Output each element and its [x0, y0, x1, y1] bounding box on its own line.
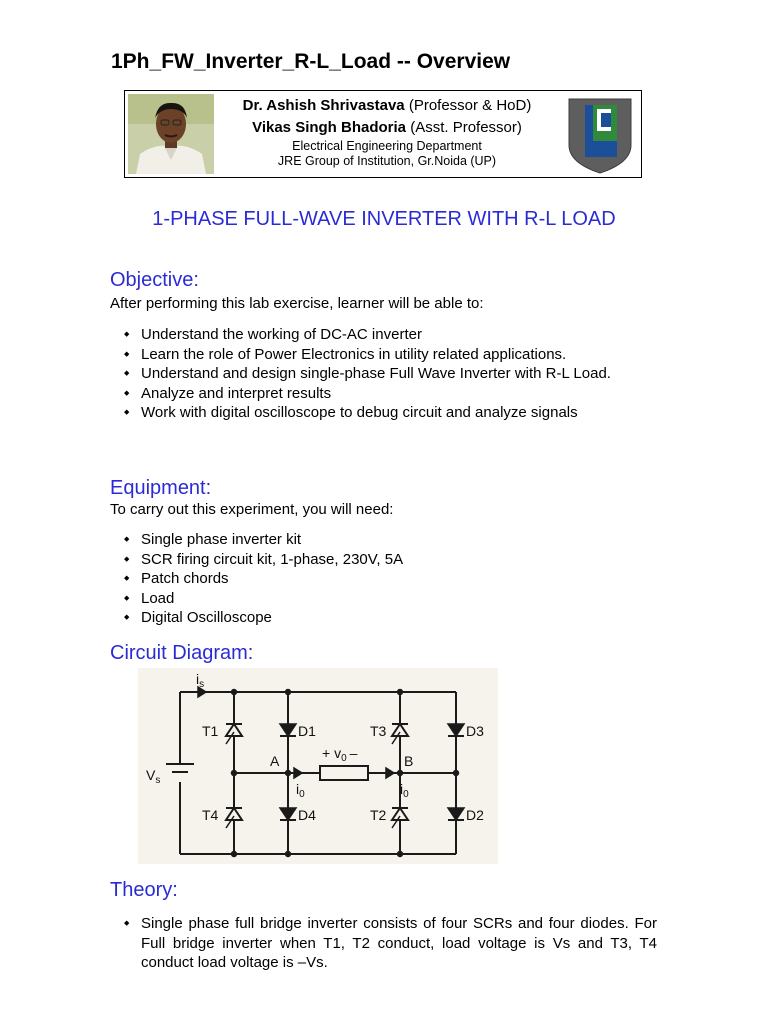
author-role-1: (Professor & HoD) [408, 97, 532, 114]
equipment-heading: Equipment: [110, 477, 212, 499]
label-t3: T3 [370, 723, 387, 739]
author-name-2: Vikas Singh Bhadoria [252, 119, 407, 136]
department: Electrical Engineering Department [292, 139, 482, 153]
label-io-right: $i_0$ [400, 781, 409, 800]
list-item: ◆ Analyze and interpret results [110, 384, 657, 404]
list-item: ◆ Work with digital oscilloscope to debug circuit and analyze signals [110, 403, 657, 423]
list-item: ◆ Understand the working of DC-AC inverter [110, 325, 657, 345]
equipment-intro: To carry out this experiment, you will need: [110, 501, 394, 518]
list-item: ◆ Learn the role of Power Electronics in utility related applications. [110, 345, 657, 365]
list-item: ◆ Patch chords [110, 569, 657, 589]
label-io-left: $i_0$ [296, 781, 305, 800]
list-item: ◆ Single phase full bridge inverter consists of four SCRs and four diodes. For Full bridge inverter when T1, T2 conduct, load voltage is Vs and T3, T4 conduct load voltage is –Vs. [110, 914, 657, 973]
equipment-list [110, 530, 657, 628]
author-role-2: (Asst. Professor) [410, 119, 522, 136]
page-title: 1Ph_FW_Inverter_R-L_Load -- Overview [111, 50, 511, 73]
author-name-1: Dr. Ashish Shrivastava [242, 97, 405, 114]
list-item: ◆ Digital Oscilloscope [110, 608, 657, 628]
list-item: ◆ Understand and design single-phase Full Wave Inverter with R-L Load. [110, 364, 657, 384]
label-d1: D1 [298, 723, 316, 739]
objective-list [110, 325, 657, 423]
label-d3: D3 [466, 723, 484, 739]
objective-intro: After performing this lab exercise, learner will be able to: [110, 295, 484, 312]
institution: JRE Group of Institution, Gr.Noida (UP) [277, 154, 497, 168]
label-d4: D4 [298, 807, 316, 823]
author-photo [128, 94, 214, 174]
list-item: ◆ SCR firing circuit kit, 1-phase, 230V, 5A [110, 550, 657, 570]
theory-list [110, 914, 657, 973]
circuit-diagram-heading: Circuit Diagram: [110, 642, 254, 664]
institution-logo [567, 95, 633, 175]
label-vs: $V_s$ [146, 767, 161, 786]
label-t4: T4 [202, 807, 219, 823]
label-d2: D2 [466, 807, 484, 823]
list-item: ◆ Single phase inverter kit [110, 530, 657, 550]
label-vo: + $v_0$ – [322, 745, 358, 764]
theory-heading: Theory: [110, 879, 178, 901]
label-node-a: A [270, 753, 280, 769]
label-t2: T2 [370, 807, 387, 823]
label-node-b: B [404, 753, 414, 769]
list-item: ◆ Load [110, 589, 657, 609]
circuit-diagram [138, 668, 498, 864]
document-title: 1-PHASE FULL-WAVE INVERTER WITH R-L LOAD [152, 208, 616, 230]
label-is: $i_s$ [196, 671, 205, 690]
author-banner [124, 90, 642, 178]
label-t1: T1 [202, 723, 219, 739]
objective-heading: Objective: [110, 269, 199, 291]
